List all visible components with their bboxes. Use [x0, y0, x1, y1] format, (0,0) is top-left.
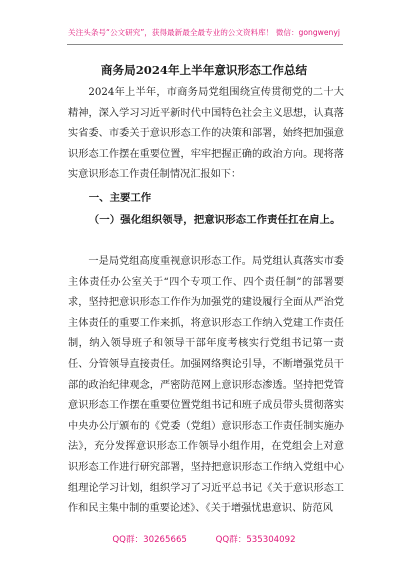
footer-qq-group-2: QQ群：535304092 [215, 535, 296, 545]
intro-paragraph: 2024年上半年，市商务局党组围绕宣传贯彻党的二十大精神，深入学习习近平新时代中国特色社会主义思想，认真落实省委、市委关于意识形态工作的决策和部署，始终把加强意识形态工作摆在重要位置，牢牢把握正确的政治方向。现将落实意识形态工作责任制情况汇报如下： [68, 87, 344, 181]
header-divider [67, 44, 343, 45]
footer-contact [0, 535, 408, 546]
footer-qq-group-1: QQ群：30265665 [112, 535, 187, 545]
section-heading: 一、主要工作 [88, 192, 152, 204]
body-paragraph: 一是局党组高度重视意识形态工作。局党组认真落实市委主体责任办公室关于“四个专项工作、四个责任制”的部署要求，坚持把意识形态工作作为加强党的建设履行全面从严治党主体责任的重要工作来抓，将意识形态工作纳入党建工作责任制，纳入领导班子和领导干部年度考核实行党组书记第一责任、分管领导直接责任。加强网络舆论引导，不断增强党员干部的政治纪律观念，严密防范网上意识形态渗透。坚持把党管意识形态工作摆在重要位置党组书记和班子成员带头贯彻落实中央办公厅颁布的《党委（党组）意识形态工作责任制实施办法》，充分发挥意识形态工作领导小组作用，在党组会上对意识形态工作进行研究部署，坚持把意识形态工作纳入党组中心组理论学习计划，组织学习了习近平总书记《关于意识形态工作和民主集中制的重要论述》、《关于增强忧患意识、防范风 [68, 256, 344, 515]
subsection-heading: （一）强化组织领导，把意识形态工作责任扛在肩上。 [88, 214, 341, 226]
header-banner: 关注头条号“公文研究”，获得最新最全最专业的公文资料库！ 微信：gongwenyj [68, 28, 340, 37]
document-title: 商务局2024年上半年意识形态工作总结 [100, 63, 308, 77]
